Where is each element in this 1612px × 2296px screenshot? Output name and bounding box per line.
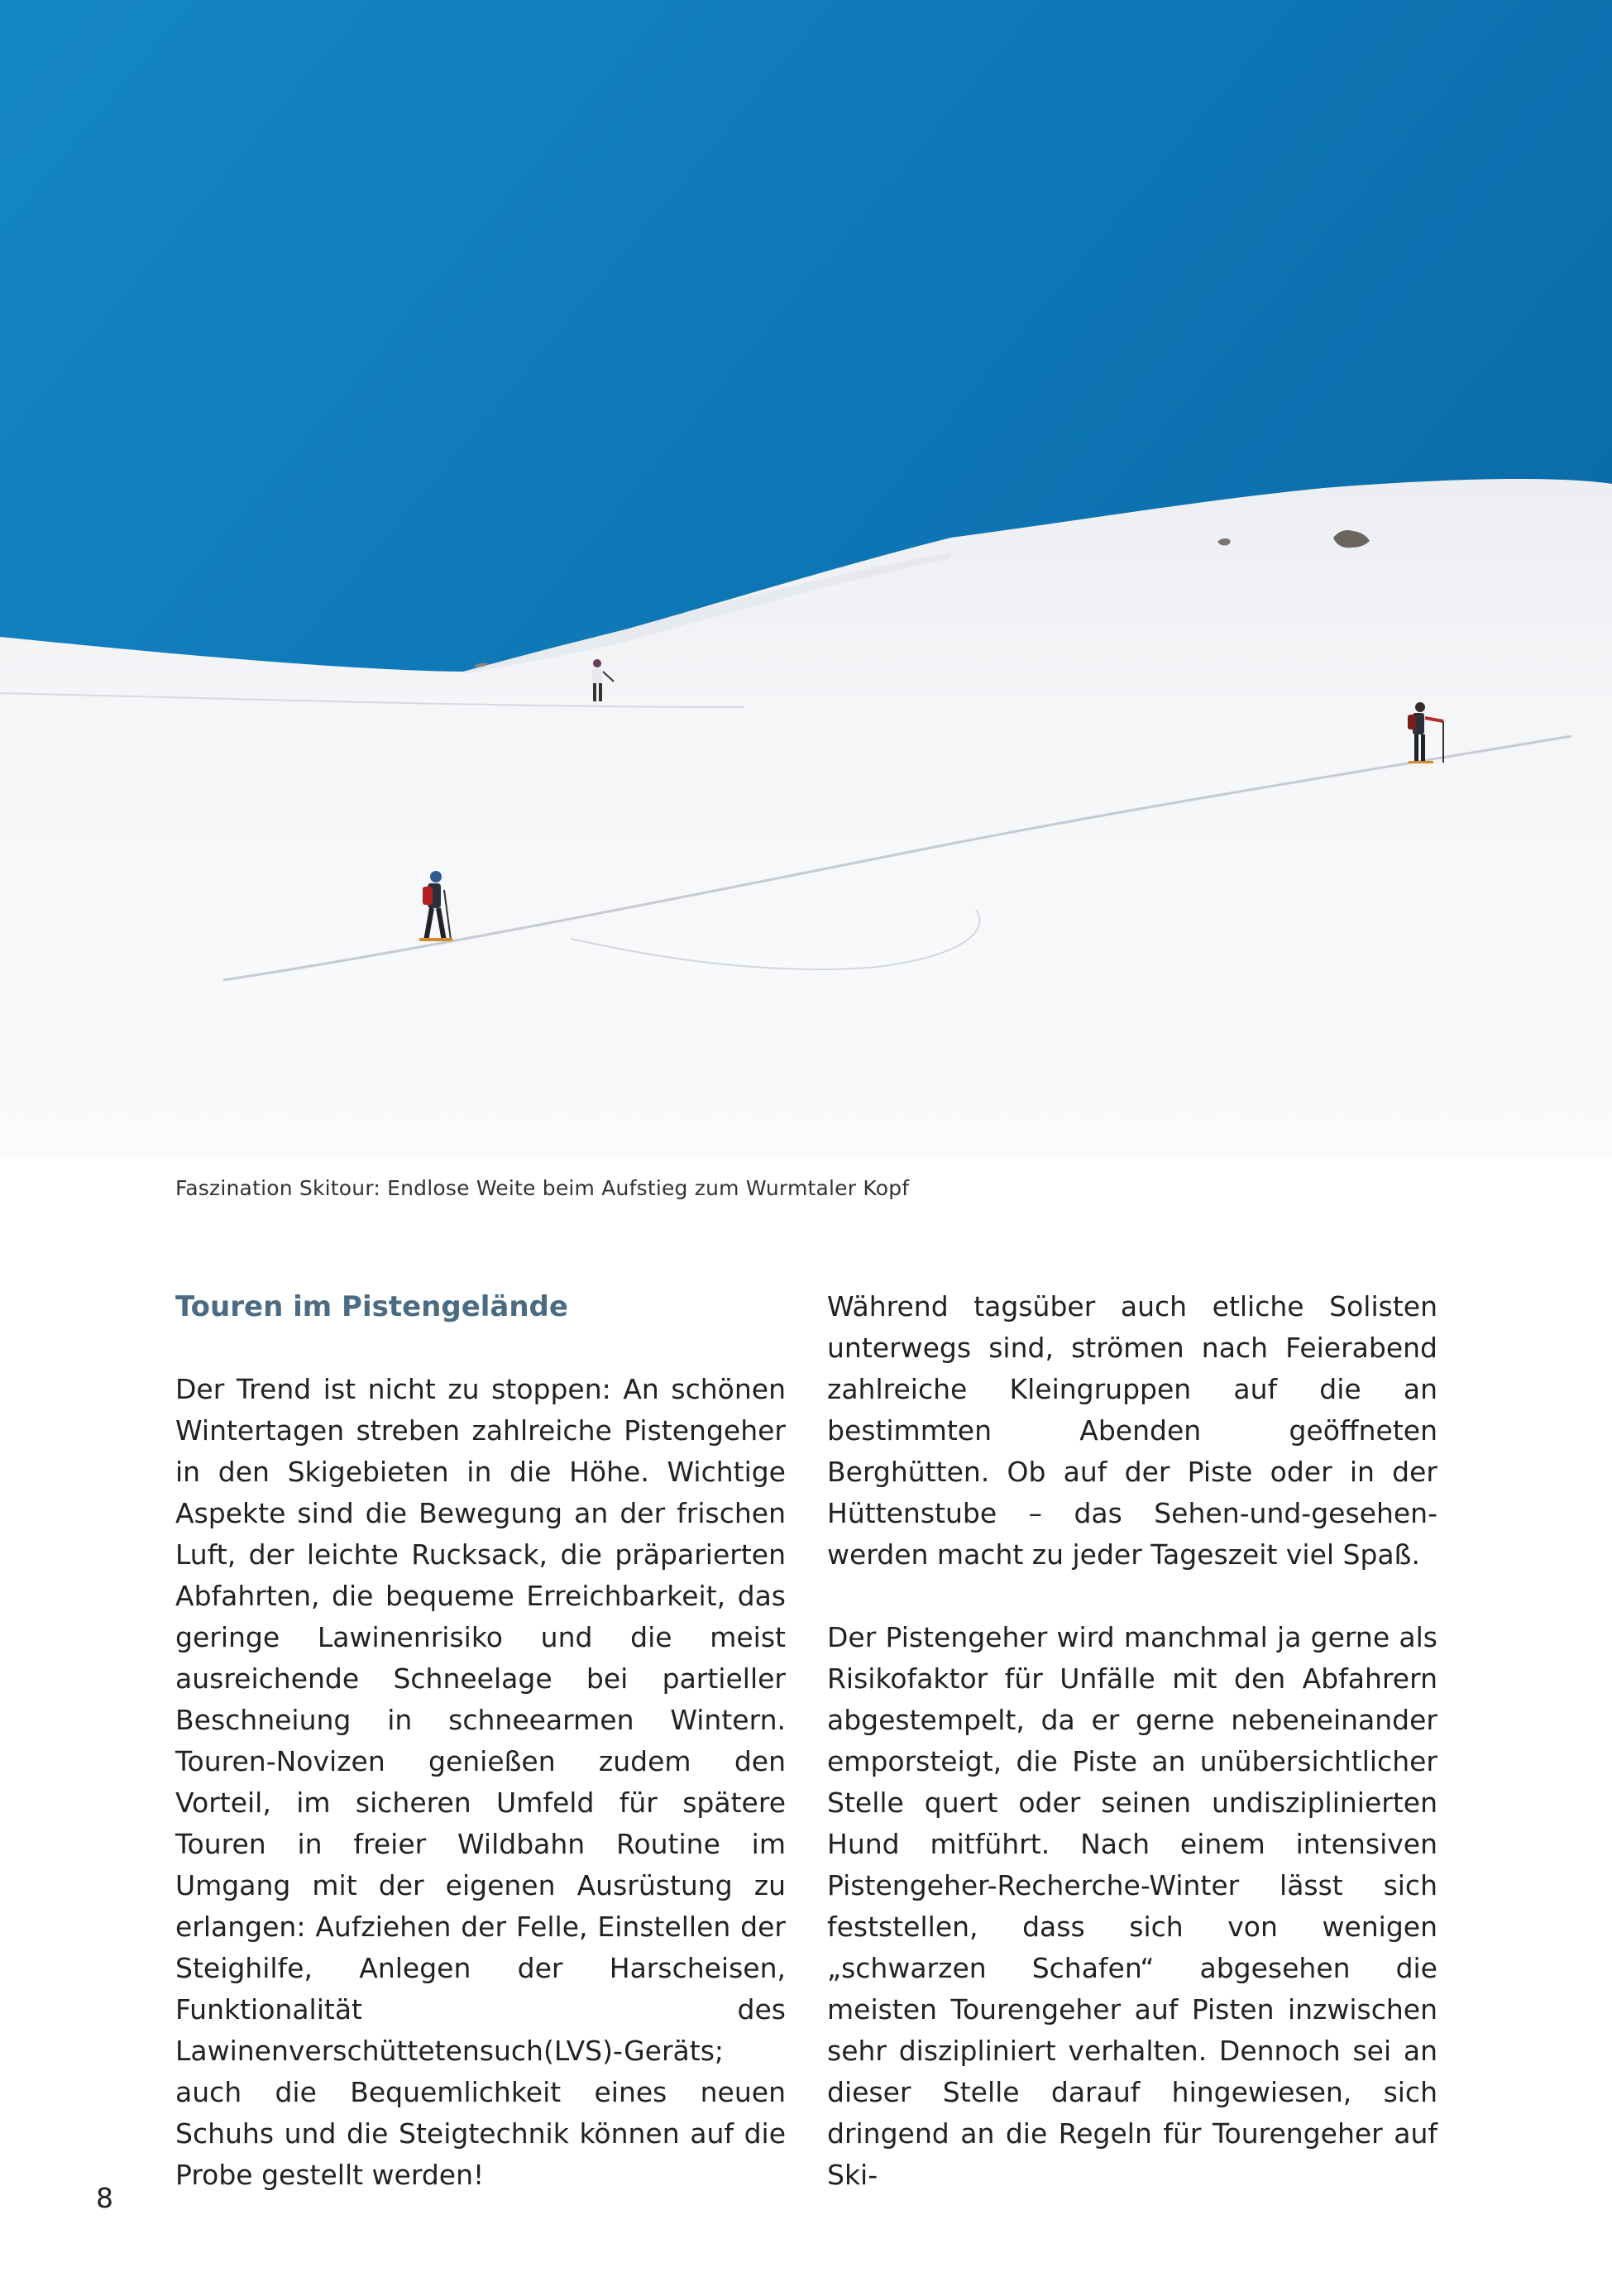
left-column bbox=[175, 1286, 786, 2196]
page-number: 8 bbox=[96, 2182, 113, 2214]
photo-caption: Faszination Skitour: Endlose Weite beim Aufstieg zum Wurmtaler Kopf bbox=[175, 1176, 910, 1200]
section-heading: Touren im Pistengelände bbox=[175, 1290, 568, 1323]
right-column bbox=[827, 1286, 1437, 2196]
right-paragraph-2: Der Pistengeher wird manchmal ja gerne als Risikofaktor für Unfälle mit den Abfahrern abgestempelt, da er gerne nebeneinander emporsteigt, die Piste an unübersichtlicher Stelle quert oder seinen undisziplinierten Hund mitführt. Nach einem intensiven Pistengeher-Recherche-Winter lässt sich feststellen, dass sich von wenigen „schwarzen Schafen“ abgesehen die meisten Tourengeher auf Pisten inzwischen sehr diszipliniert verhalten. Dennoch sei an dieser Stelle darauf hingewiesen, sich dringend an die Regeln für Tourengeher auf Ski- bbox=[827, 1621, 1437, 2191]
left-paragraph: Der Trend ist nicht zu stoppen: An schönen Wintertagen streben zahlreiche Pistengeher in den Skigebieten in die Höhe. Wichtige Aspekte sind die Bewegung an der frischen Luft, der leichte Rucksack, die präparierten Abfahrten, die bequeme Erreichbarkeit, das geringe Lawinenrisiko und die meist ausreichende Schneelage bei partieller Beschneiung in schneearmen Wintern. Touren-Novizen genießen zudem den Vorteil, im sicheren Umfeld für spätere Touren in freier Wildbahn Routine im Umgang mit der eigenen Ausrüstung zu erlangen: Aufziehen der Felle, Einstellen der Steighilfe, Anlegen der Harscheisen, Funktionalität des Lawinenverschüttetensuch(LVS)-Geräts; auch die Bequemlichkeit eines neuen Schuhs und die Steigtechnik können auf die Probe gestellt werden! bbox=[175, 1373, 786, 2191]
right-paragraph-1: Während tagsüber auch etliche Solisten unterwegs sind, strömen nach Feierabend zahlreiche Kleingruppen auf die an bestimmten Abenden geöffneten Berghütten. Ob auf der Piste oder in der Hüttenstube – das Sehen-und-gesehen-werden macht zu jeder Tageszeit viel Spaß. bbox=[827, 1290, 1437, 1571]
